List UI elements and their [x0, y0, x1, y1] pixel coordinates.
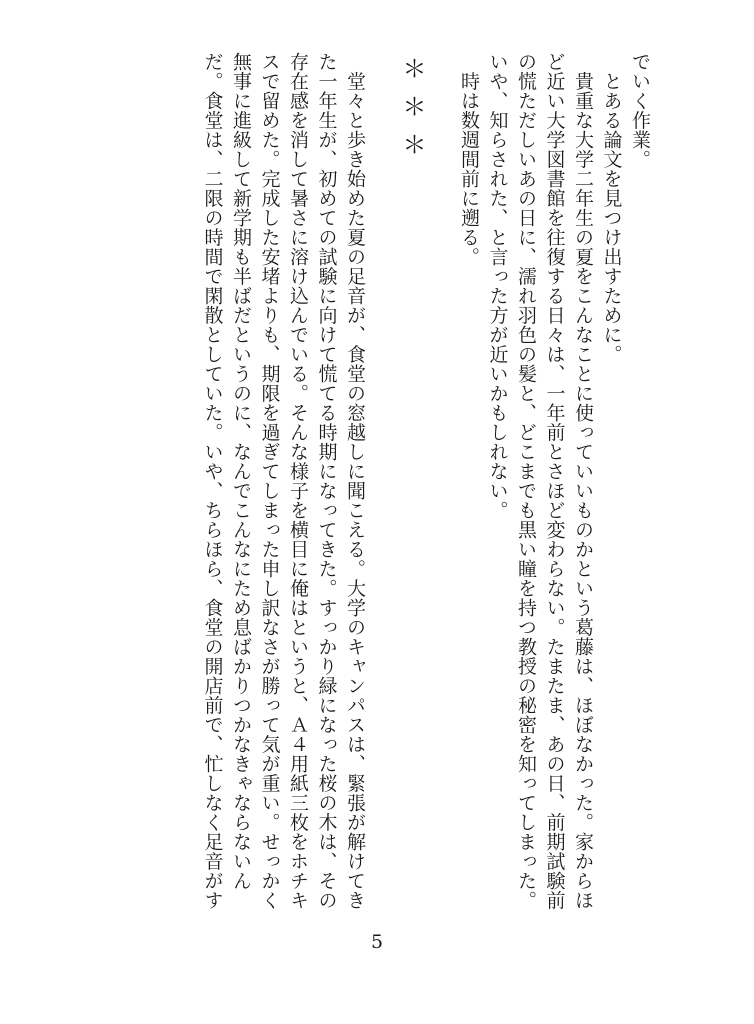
vertical-text-body — [198, 52, 654, 912]
text-line-9: 堂々と歩き始めた夏の足音が、食堂の窓越しに聞こえる。大学のキャンパスは、緊張が解けてき — [344, 52, 366, 910]
text-line-2: とある論文を見つけ出すために。 — [600, 52, 623, 364]
text-line-7: 時は数週間前に遡る。 — [458, 52, 480, 267]
text-line-10: た一年生が、初めての試験に向けて慌てる時期になってきた。すっかり緑になった桜の木は、その — [315, 52, 338, 910]
blank-line — [369, 52, 398, 912]
text-line-6: いや、知らされた、と言った方が近いかもしれない。 — [486, 52, 509, 520]
text-line-14: だ。食堂は、二限の時間で閑散としていた。いや、ちらほら、食堂の開店前で、忙しなく足音がす — [201, 52, 224, 910]
text-line-13: 無事に進級して新学期も半ばだというのに、なんでこんなにため息ばかりつかなきゃならないん — [230, 52, 252, 891]
text-line-1: でいく作業。 — [629, 52, 651, 169]
text-line-12: スで留めた。完成した安堵よりも、期限を過ぎてしまった申し訳なさが勝って気が重い。せっかく — [258, 52, 281, 910]
blank-line — [426, 52, 455, 912]
text-line-11: 存在感を消して暑さに溶け込んでいる。そんな様子を横目に俺はというと、Ａ４用紙三枚をホチキ — [287, 52, 309, 910]
section-break-asterisks: ＊＊＊ — [398, 56, 426, 170]
text-line-4: ど近い大学図書館を往復する日々は、一年前とさほど変わらない。たまたま、あの日、前期試験前 — [543, 52, 566, 910]
text-line-3: 貴重な大学二年生の夏をこんなことに使っていいものかという葛藤は、ほぼなかった。家からほ — [572, 52, 594, 910]
text-line-5: の慌ただしいあの日に、濡れ羽色の髪と、どこまでも黒い瞳を持つ教授の秘密を知ってしまった。 — [515, 52, 537, 910]
page-number: 5 — [370, 931, 384, 953]
